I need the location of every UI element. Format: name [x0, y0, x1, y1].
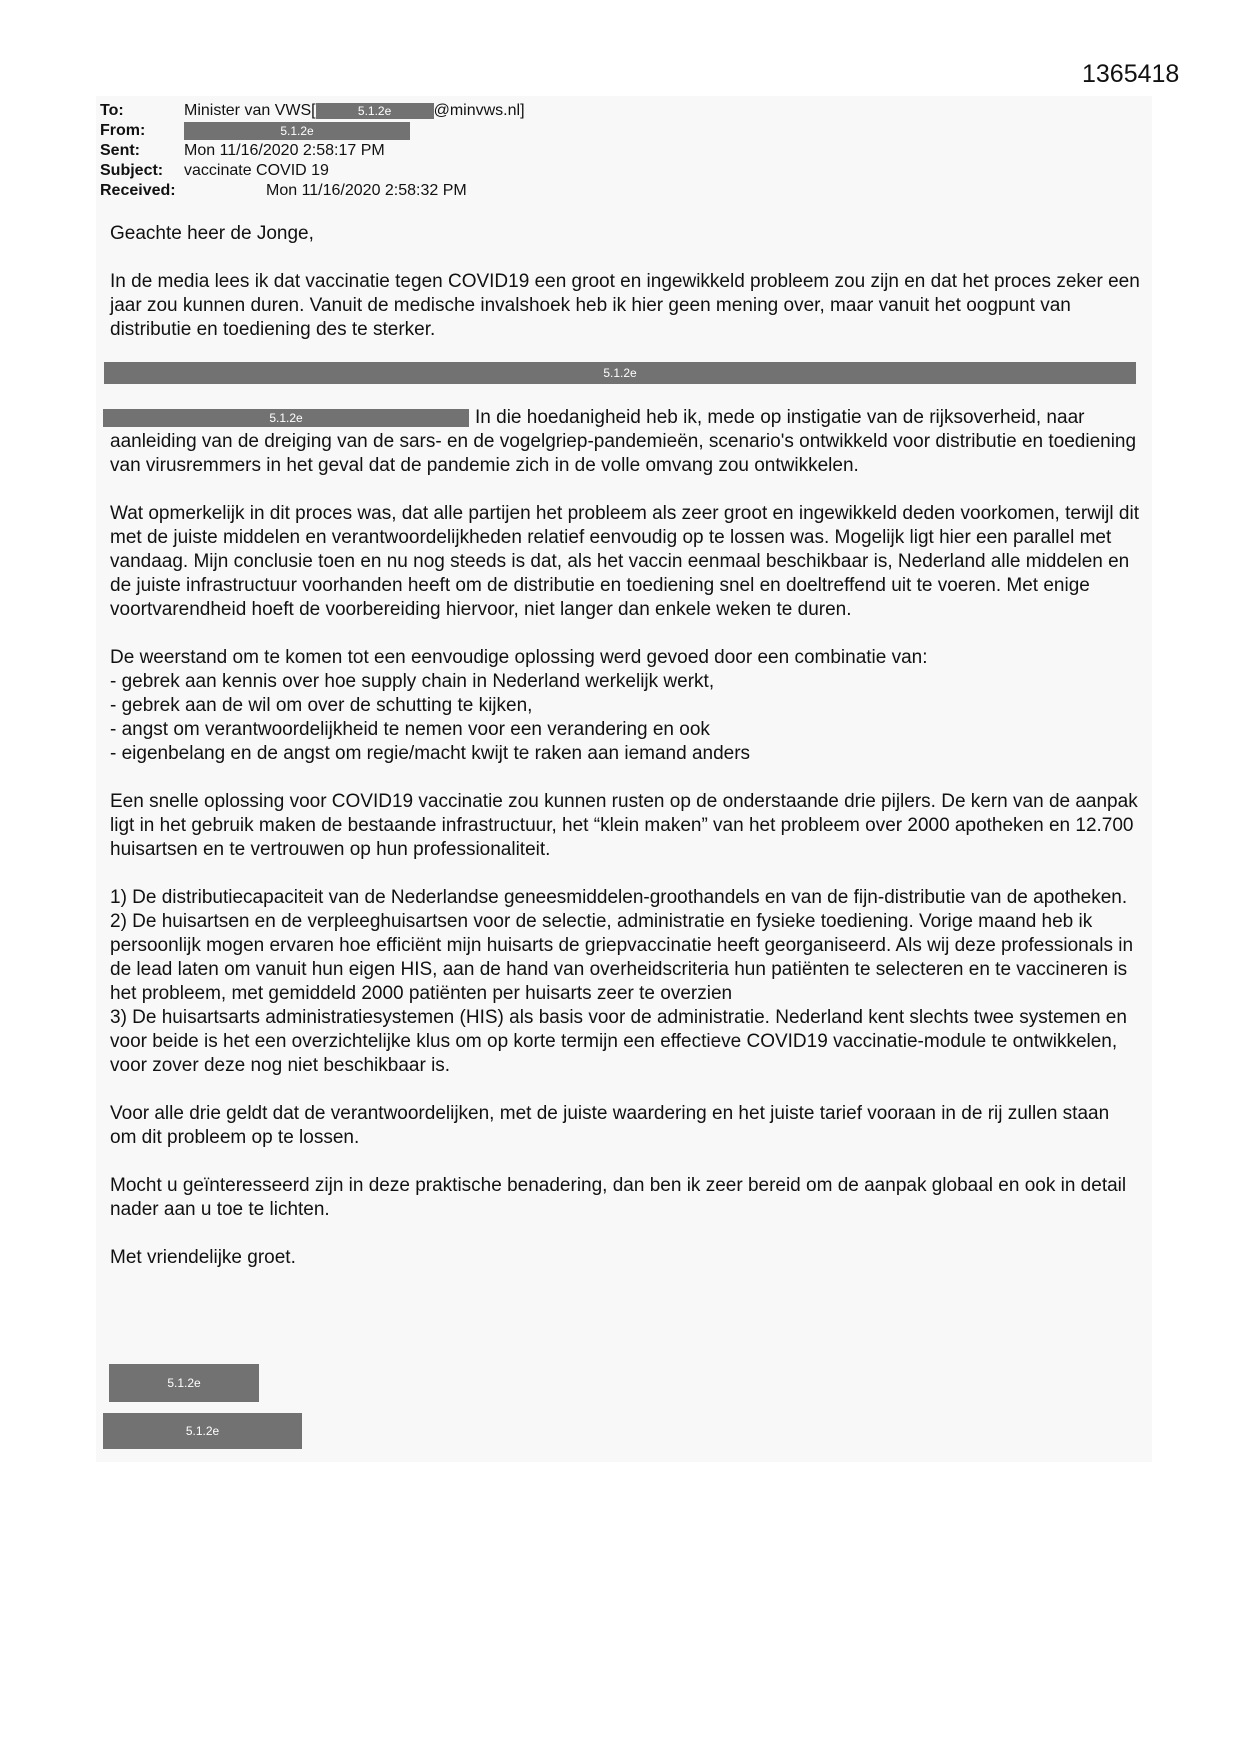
list-item: - angst om verantwoordelijkheid te nemen voor een verandering en ook — [110, 719, 710, 740]
from-value — [184, 121, 410, 141]
subject-value: vaccinate COVID 19 — [184, 162, 329, 179]
pillars-list — [110, 886, 1140, 1078]
email-body — [110, 222, 1140, 1294]
list-item: 3) De huisartsarts administratiesystemen (HIS) als basis voor de administratie. Nederland kent slechts twee systemen en voor beide is het een overzichtelijke klus om op korte termijn een effectieve COVID19 vaccinatie-module te ontwikkelen, voor zover deze nog niet beschikbaar is. — [110, 1007, 1127, 1076]
received-label: Received: — [100, 182, 176, 199]
paragraph-experience: 5.1.2e In die hoedanigheid heb ik, mede op instigatie van de rijksoverheid, naar aanleiding van de dreiging van de sars- en de vogelgriep-pandemieën, scenario's ontwikkeld voor distributie en toediening van virusremmers in het geval dat de pandemie zich in de volle omvang zou ontwikkelen. — [110, 406, 1140, 478]
list-item: 1) De distributiecapaciteit van de Nederlandse geneesmiddelen-groothandels en van de fijn-distributie van de apotheken. — [110, 887, 1128, 908]
list-intro: De weerstand om te komen tot een eenvoudige oplossing werd gevoed door een combinatie van: — [110, 647, 928, 668]
redaction-box: 5.1.2e — [184, 122, 410, 140]
sent-label: Sent: — [100, 142, 140, 159]
redaction-box: 5.1.2e — [103, 1413, 302, 1449]
paragraph-responsible: Voor alle drie geldt dat de verantwoordelijken, met de juiste waardering en het juiste tarief vooraan in de rij zullen staan om dit probleem op te lossen. — [110, 1103, 1110, 1148]
resistance-list — [110, 646, 1140, 766]
paragraph-offer: Mocht u geïnteresseerd zijn in deze praktische benadering, dan ben ik zeer bereid om de aanpak globaal en ook in detail nader aan u toe te lichten. — [110, 1175, 1127, 1220]
redaction-box: 5.1.2e — [104, 362, 1136, 384]
list-item: - gebrek aan de wil om over de schutting te kijken, — [110, 695, 533, 716]
redaction-box: 5.1.2e — [103, 409, 469, 427]
paragraph-solution: Een snelle oplossing voor COVID19 vaccinatie zou kunnen rusten op de onderstaande drie pijlers. De kern van de aanpak ligt in het gebruik maken de bestaande infrastructuur, het “klein maken” van het probleem over 2000 apotheken en 12.700 huisartsen en te vertrouwen op hun professionaliteit. — [110, 791, 1138, 860]
paragraph-media: In de media lees ik dat vaccinatie tegen COVID19 een groot en ingewikkeld probleem zou zijn en dat het proces zeker een jaar zou kunnen duren. Vanuit de medische invalshoek heb ik hier geen mening over, maar vanuit het oogpunt van distributie en toediening des te sterker. — [110, 271, 1140, 340]
document-number: 1365418 — [1082, 60, 1180, 88]
redaction-box: 5.1.2e — [109, 1364, 259, 1402]
greeting: Geachte heer de Jonge, — [110, 223, 314, 244]
closing: Met vriendelijke groet. — [110, 1247, 296, 1268]
list-item: - gebrek aan kennis over hoe supply chain in Nederland werkelijk werkt, — [110, 671, 715, 692]
redaction-box: 5.1.2e — [316, 103, 434, 119]
list-item: - eigenbelang en de angst om regie/macht kwijt te raken aan iemand anders — [110, 743, 751, 764]
from-label: From: — [100, 122, 146, 139]
to-label: To: — [100, 102, 124, 119]
to-value: Minister van VWS[ 5.1.2e @minvws.nl] — [184, 102, 525, 119]
subject-label: Subject: — [100, 162, 164, 179]
sent-value: Mon 11/16/2020 2:58:17 PM — [184, 142, 385, 159]
paragraph-process: Wat opmerkelijk in dit proces was, dat alle partijen het probleem als zeer groot en ingewikkeld deden voorkomen, terwijl dit met de juiste middelen en verantwoordelijkheden relatief eenvoudig op te lossen was. Mogelijk ligt hier een parallel met vandaag. Mijn conclusie toen en nu nog steeds is dat, als het vaccin eenmaal beschikbaar is, Nederland alle middelen en de juiste infrastructuur voorhanden heeft om de distributie en toediening snel en doeltreffend uit te voeren. Met enige voortvarendheid hoeft de voorbereiding hiervoor, niet langer dan enkele weken te duren. — [110, 503, 1139, 620]
list-item: 2) De huisartsen en de verpleeghuisartsen voor de selectie, administratie en fysieke toediening. Vorige maand heb ik persoonlijk mogen ervaren hoe efficiënt mijn huisarts de griepvaccinatie heeft georganiseerd. Als wij deze professionals in de lead laten om vanuit hun eigen HIS, aan de hand van overheidscriteria hun patiënten te selecteren en te vaccineren is het probleem, met gemiddeld 2000 patiënten per huisarts zeer te overzien — [110, 911, 1134, 1004]
received-value: Mon 11/16/2020 2:58:32 PM — [266, 182, 467, 199]
